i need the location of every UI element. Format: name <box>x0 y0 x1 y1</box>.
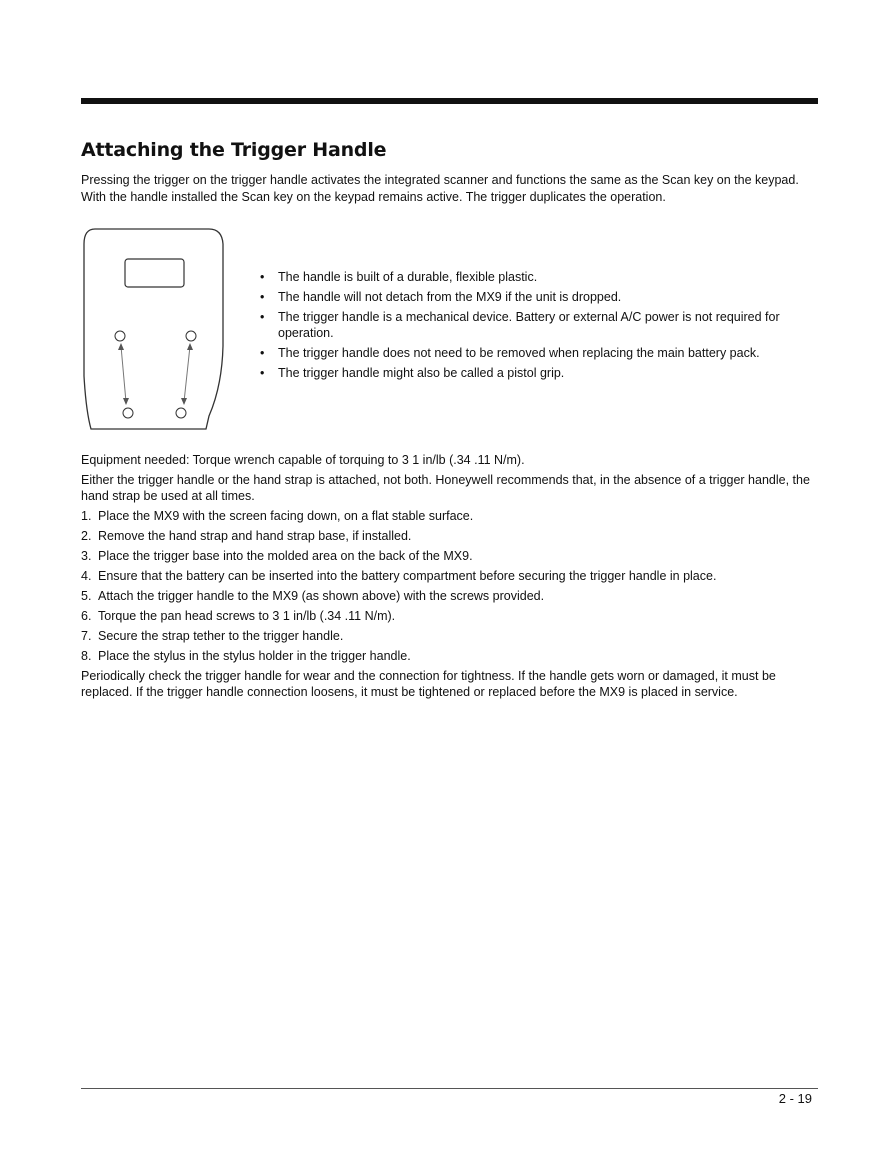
step-item <box>81 548 816 564</box>
step-text: Remove the hand strap and hand strap base, if installed. <box>98 529 412 543</box>
step-item <box>81 608 816 624</box>
handle-window <box>125 259 184 287</box>
arrowhead-right-bottom <box>181 398 187 405</box>
step-number: 2. <box>81 529 92 543</box>
list-item: • The trigger handle might also be called a pistol grip. <box>259 365 819 381</box>
section-title: Attaching the Trigger Handle <box>81 139 387 161</box>
step-text: Attach the trigger handle to the MX9 (as shown above) with the screws provided. <box>98 589 545 603</box>
step-item <box>81 648 816 664</box>
step-text: Torque the pan head screws to 3 1 in/lb (.34 .11 N/m). <box>98 609 396 623</box>
list-item: • The handle will not detach from the MX9 if the unit is dropped. <box>259 289 819 305</box>
feature-list <box>259 269 819 385</box>
step-number: 8. <box>81 649 92 663</box>
maintenance-note: Periodically check the trigger handle for wear and the connection for tightness. If the handle gets worn or damaged, it must be replaced. If the trigger handle connection loosens, it must be tightened or replaced before the MX9 is placed in service. <box>81 669 776 699</box>
step-number: 1. <box>81 509 92 523</box>
screw-hole-bottom-right <box>176 408 186 418</box>
arrow-left <box>121 346 126 402</box>
arrowhead-right-top <box>187 343 193 350</box>
list-item: • The trigger handle is a mechanical device. Battery or external A/C power is not required for operation. <box>259 309 819 341</box>
step-number: 3. <box>81 549 92 563</box>
procedure-steps <box>81 508 816 664</box>
step-text: Secure the strap tether to the trigger handle. <box>98 629 344 643</box>
arrowhead-left-bottom <box>123 398 129 405</box>
list-item: • The trigger handle does not need to be removed when replacing the main battery pack. <box>259 345 819 361</box>
step-item <box>81 528 816 544</box>
screw-hole-top-left <box>115 331 125 341</box>
step-text: Place the stylus in the stylus holder in the trigger handle. <box>98 649 411 663</box>
step-text: Place the trigger base into the molded area on the back of the MX9. <box>98 549 473 563</box>
step-item <box>81 588 816 604</box>
page-number: 2 - 19 <box>778 1091 812 1106</box>
trigger-handle-diagram <box>81 226 226 432</box>
step-number: 6. <box>81 609 92 623</box>
step-number: 4. <box>81 569 92 583</box>
step-item <box>81 628 816 644</box>
screw-hole-top-right <box>186 331 196 341</box>
intro-paragraph: Pressing the trigger on the trigger handle activates the integrated scanner and functions the same as the Scan key on the keypad. With the handle installed the Scan key on the keypad remains active. The trigger duplicates the operation. <box>81 173 799 204</box>
header-rule <box>81 98 818 104</box>
arrowhead-left-top <box>118 343 124 350</box>
list-item: • The handle is built of a durable, flexible plastic. <box>259 269 819 285</box>
step-text: Ensure that the battery can be inserted into the battery compartment before securing the trigger handle in place. <box>98 569 717 583</box>
arrow-right <box>184 346 190 402</box>
procedure-section <box>81 452 816 704</box>
step-number: 5. <box>81 589 92 603</box>
footer-rule <box>81 1088 818 1089</box>
equipment-note: Equipment needed: Torque wrench capable of torquing to 3 1 in/lb (.34 .11 N/m). <box>81 453 525 467</box>
step-text: Place the MX9 with the screen facing down, on a flat stable surface. <box>98 509 474 523</box>
screw-hole-bottom-left <box>123 408 133 418</box>
step-item <box>81 508 816 524</box>
either-note: Either the trigger handle or the hand strap is attached, not both. Honeywell recommends that, in the absence of a trigger handle, the hand strap be used at all times. <box>81 473 810 503</box>
step-item <box>81 568 816 584</box>
step-number: 7. <box>81 629 92 643</box>
